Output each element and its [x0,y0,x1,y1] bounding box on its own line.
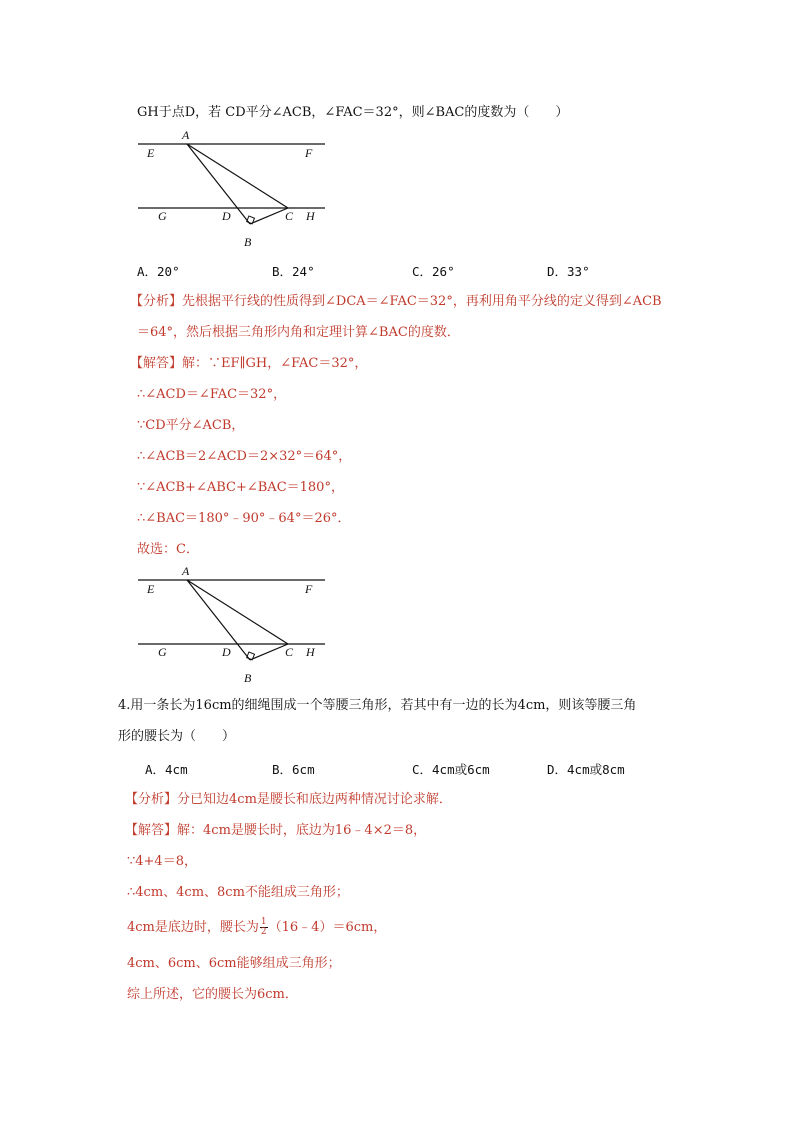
analysis-tag: 【分析】 [130,294,183,309]
label-C: C [285,645,294,659]
fraction-one-half: $\frac{1}{2}$ [260,917,267,937]
label-D: D [222,645,231,659]
q3-stem: GH于点D，若 CD平分∠ACB，∠FAC＝32°，则∠BAC的度数为（ ） [137,105,569,120]
q3-answer-line-3: ∵CD平分∠ACB， [137,418,245,433]
q4-answer-line-5: 4cm、6cm、6cm能够组成三角形； [127,956,341,971]
q4-stem-line-1: 4.用一条长为16cm的细绳围成一个等腰三角形，若其中有一边的长为4cm，则该等腰三角 [118,698,637,713]
q3-analysis-line-2: ＝64°，然后根据三角形内角和定理计算∠BAC的度数． [137,325,460,340]
q3-answer-line-4: ∴∠ACB＝2∠ACD＝2×32°＝64°， [137,449,352,464]
q3-option-a: A．20° [137,264,180,279]
label-E: E [147,582,155,596]
q3-answer-line-5: ∵∠ACB+∠ABC+∠BAC＝180°， [137,480,344,495]
q4-answer-line-2: ∵4+4＝8， [127,854,197,869]
q4-answer-line-3: ∴4cm、4cm、8cm不能组成三角形； [127,885,349,900]
label-F: F [305,582,313,596]
label-F: F [305,146,313,160]
label-D: D [222,209,231,223]
q4-option-c: C．4cm或6cm [412,762,490,777]
geometry-figure-1 [130,126,340,256]
q3-answer-line-2: ∴∠ACD＝∠FAC＝32°， [137,387,287,402]
q3-choose: 故选：C． [137,542,199,557]
answer-tag: 【解答】 [125,823,178,838]
q4-answer-line-4: 4cm是底边时，腰长为 $\frac{1}{2}$ （16﹣4）＝6cm， [127,917,387,937]
label-B: B [244,671,252,685]
q3-answer-line-1: 【解答】解：∵EF∥GH，∠FAC＝32°， [130,356,368,371]
q4-analysis: 【分析】分已知边4cm是腰长和底边两种情况讨论求解． [125,792,452,807]
q3-option-d: D．33° [547,264,590,279]
label-G: G [158,645,167,659]
label-H: H [306,645,315,659]
q4-answer-line-1: 【解答】解：4cm是腰长时，底边为16﹣4×2＝8， [125,823,427,838]
q4-stem-line-2: 形的腰长为（ ） [118,729,236,744]
answer-tag: 【解答】 [130,356,183,371]
label-A: A [182,564,190,578]
label-C: C [285,209,294,223]
q4-option-b: B．6cm [272,762,315,777]
q4-option-a: A．4cm [145,762,188,777]
label-G: G [158,209,167,223]
geometry-figure-2 [130,562,340,692]
q3-answer-line-6: ∴∠BAC＝180°﹣90°﹣64°＝26°． [137,511,351,526]
q3-option-b: B．24° [272,264,315,279]
label-A: A [182,128,190,142]
label-E: E [147,146,155,160]
q4-option-d: D．4cm或8cm [547,762,625,777]
q4-answer-line-6: 综上所述，它的腰长为6cm． [127,987,298,1002]
label-B: B [244,235,252,249]
q3-analysis-line-1: 【分析】先根据平行线的性质得到∠DCA＝∠FAC＝32°，再利用角平分线的定义得到∠ACB [130,294,662,309]
analysis-tag: 【分析】 [125,792,178,807]
label-H: H [306,209,315,223]
q3-option-c: C．26° [412,264,455,279]
